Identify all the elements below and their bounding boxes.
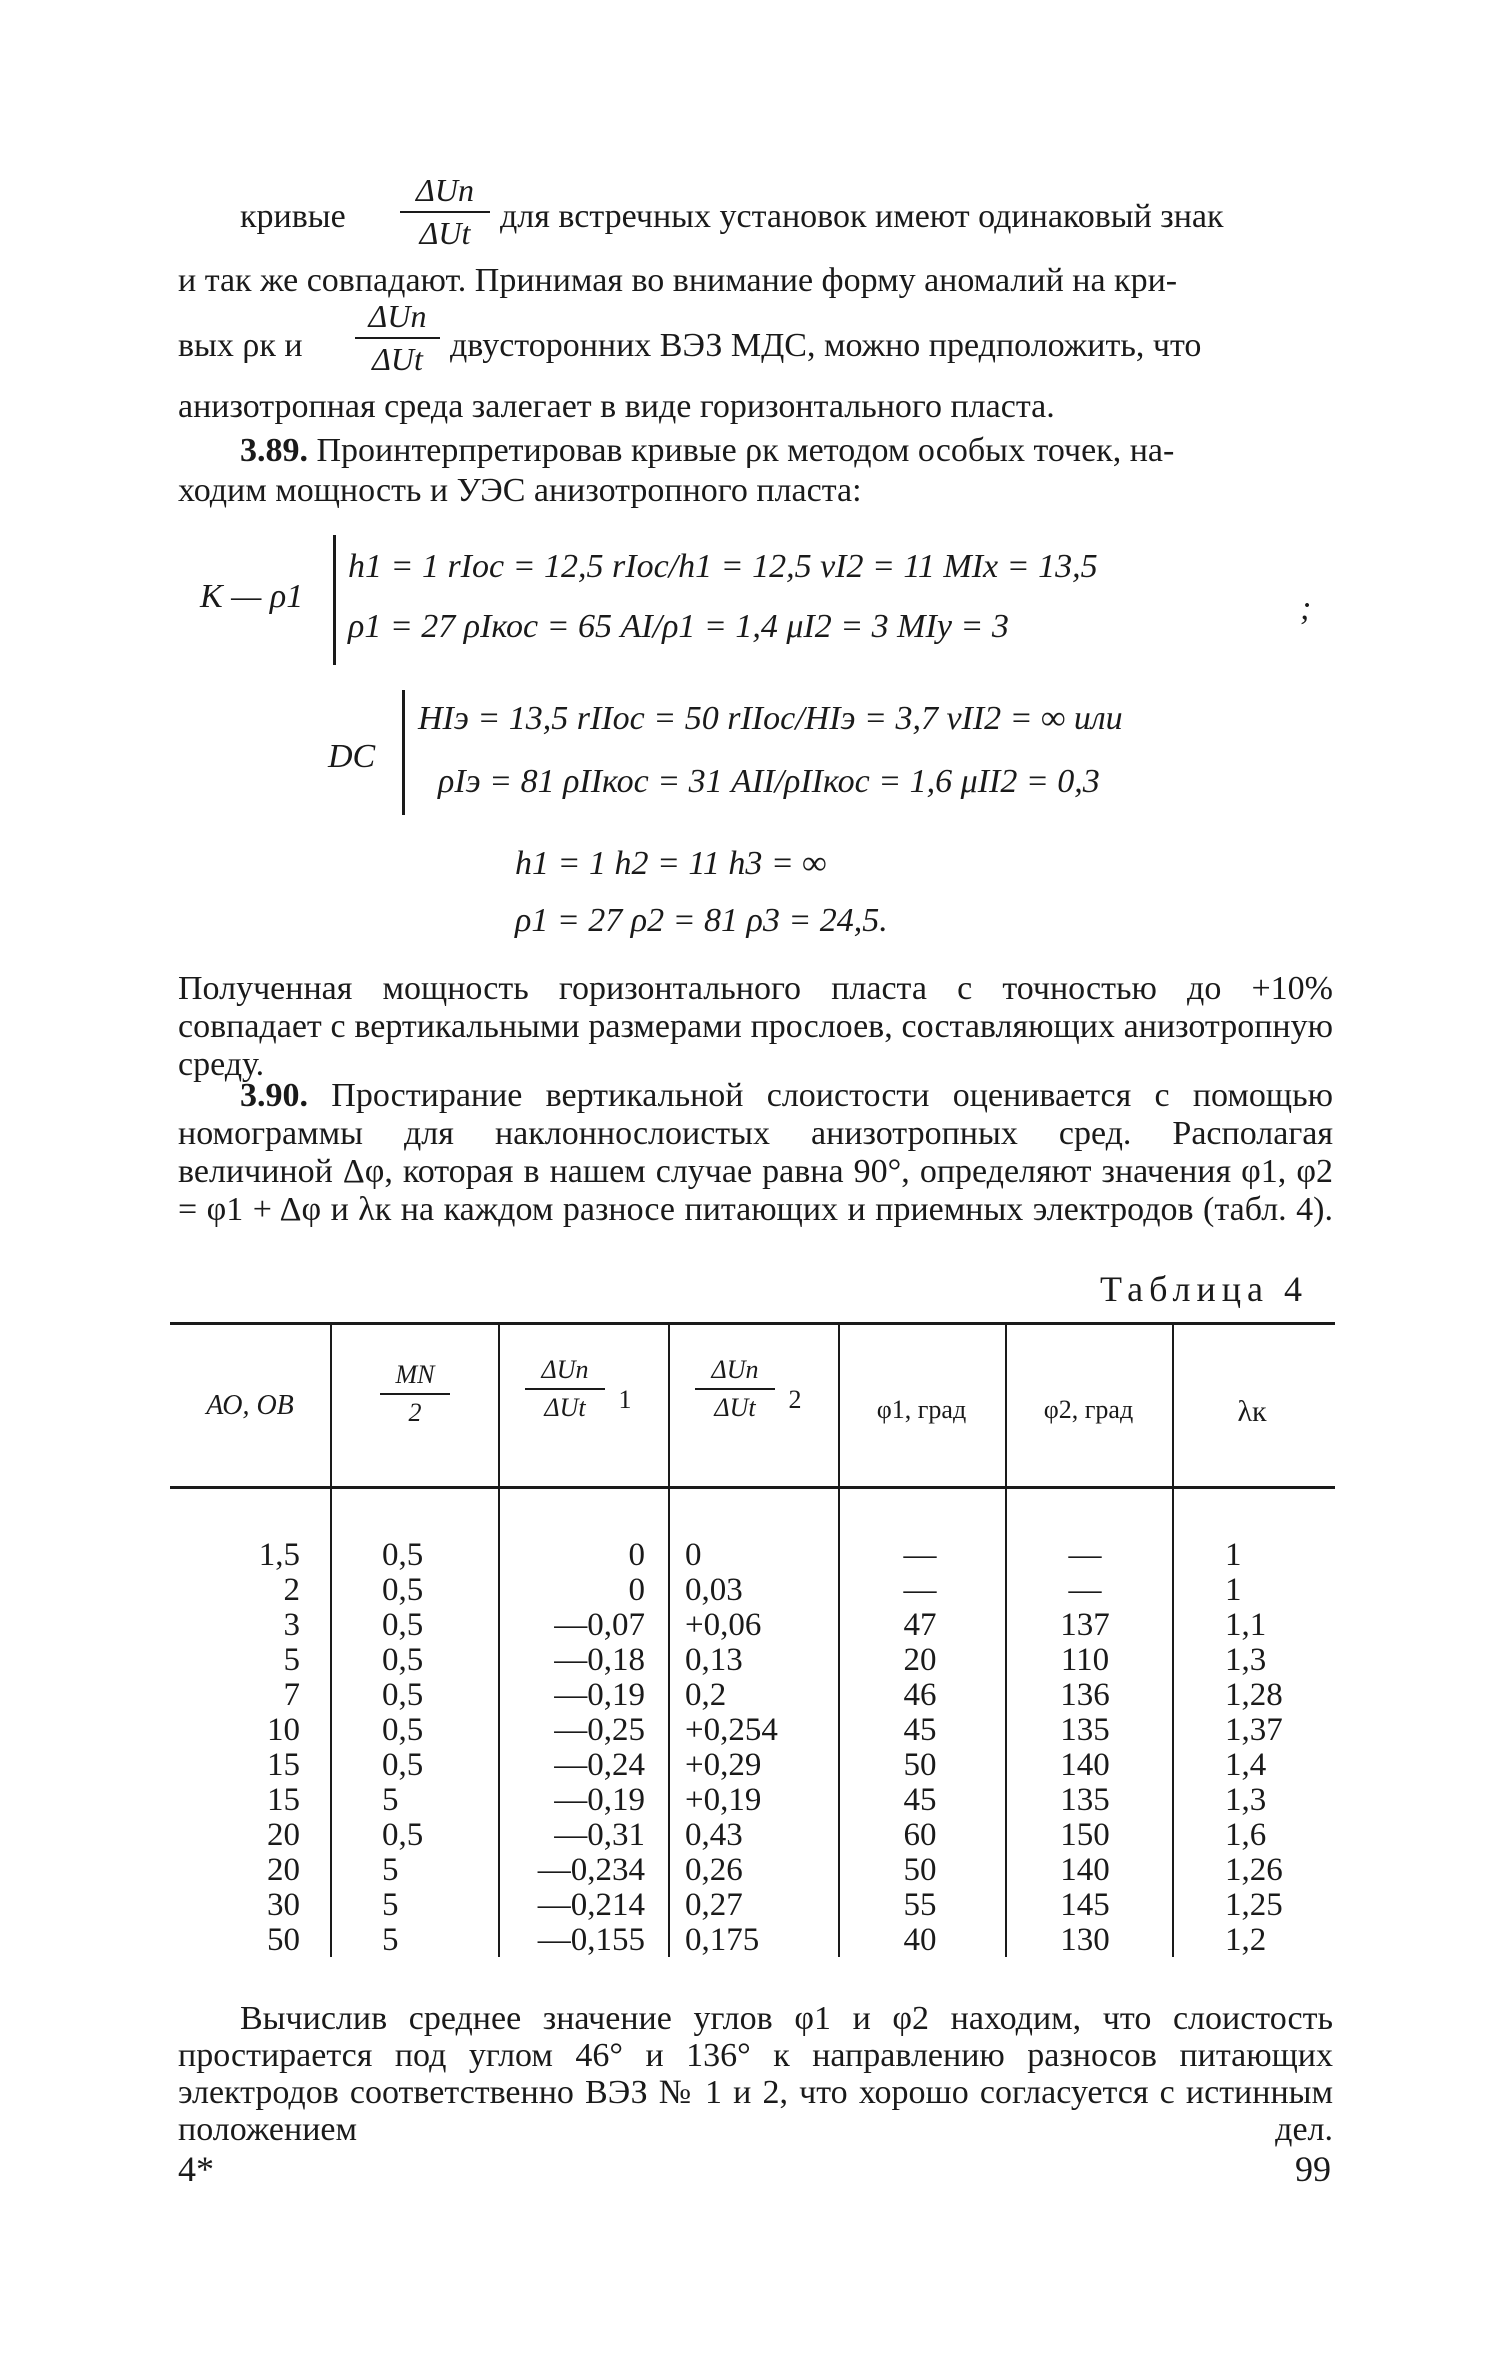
header-mn-den: 2 bbox=[408, 1398, 422, 1427]
table-cell: 47 bbox=[903, 1607, 937, 1643]
fraction-bar bbox=[355, 337, 440, 339]
table-cell: 60 bbox=[903, 1817, 937, 1853]
table-cell: 1,3 bbox=[1225, 1782, 1267, 1818]
table-cell: 140 bbox=[1060, 1852, 1110, 1888]
header-phi2: φ2, град bbox=[1043, 1395, 1134, 1424]
intro-line-3-post: двусторонних ВЭЗ МДС, можно предположить, что bbox=[450, 327, 1202, 364]
header-mn bbox=[340, 1360, 490, 1428]
table-cell: — bbox=[903, 1572, 937, 1608]
table-cell: 0,43 bbox=[685, 1817, 743, 1853]
table-cell: 0 bbox=[685, 1537, 702, 1573]
table-cell: 20 bbox=[267, 1852, 300, 1888]
header-du1-den: ΔUt bbox=[544, 1393, 586, 1422]
table-cell: 136 bbox=[1060, 1677, 1110, 1713]
table-cell: 0 bbox=[628, 1537, 645, 1573]
table-cell: 0,13 bbox=[685, 1642, 743, 1678]
table-cell: 10 bbox=[267, 1712, 300, 1748]
table-cell: 1,28 bbox=[1225, 1677, 1283, 1713]
formula-k-row-2: ρ1 = 27 ρIкос = 65 AI/ρ1 = 1,4 μI2 = 3 MIy = 3 bbox=[348, 608, 1009, 645]
table-cell: 1,26 bbox=[1225, 1852, 1283, 1888]
table-cell: 0,26 bbox=[685, 1852, 743, 1888]
table-cell: +0,06 bbox=[685, 1607, 762, 1643]
table-cell: 0,03 bbox=[685, 1572, 743, 1608]
table-cell: 3 bbox=[283, 1607, 300, 1643]
table-cell: 0,5 bbox=[382, 1817, 424, 1853]
table-cell: 2 bbox=[283, 1572, 300, 1608]
header-ao-ob: АО, ОВ bbox=[206, 1390, 294, 1421]
table-cell: 40 bbox=[903, 1922, 937, 1958]
table-cell: +0,254 bbox=[685, 1712, 778, 1748]
formula-dc-label: DC bbox=[328, 738, 376, 775]
column-phi2 bbox=[1040, 1538, 1130, 1958]
table-cell: 110 bbox=[1060, 1642, 1110, 1678]
table-cell: +0,29 bbox=[685, 1747, 762, 1783]
section-389-line-2: ходим мощность и УЭС анизотропного пласта: bbox=[178, 472, 862, 509]
table-cell: 0,175 bbox=[685, 1922, 760, 1958]
header-du2-num: ΔUn bbox=[711, 1355, 759, 1384]
table-cell: 45 bbox=[903, 1782, 937, 1818]
table-caption: Таблица 4 bbox=[1100, 1269, 1308, 1309]
table-cell: 5 bbox=[382, 1782, 399, 1818]
header-lambda: λк bbox=[1237, 1395, 1267, 1428]
table-cell: 0,5 bbox=[382, 1712, 424, 1748]
section-389-line-1 bbox=[240, 432, 1174, 470]
column-du2 bbox=[685, 1538, 825, 1958]
formula-k-label: K — ρ1 bbox=[200, 578, 304, 615]
table-cell: 1,6 bbox=[1225, 1817, 1267, 1853]
table-cell: 1,25 bbox=[1225, 1887, 1283, 1923]
table-cell: —0,25 bbox=[554, 1712, 645, 1748]
table-cell: 1,37 bbox=[1225, 1712, 1283, 1748]
intro-line-3-pre: вых ρк и bbox=[178, 327, 303, 364]
table-cell: +0,19 bbox=[685, 1782, 762, 1818]
table-cell: 5 bbox=[283, 1642, 300, 1678]
header-du1-num: ΔUn bbox=[541, 1355, 589, 1384]
header-du1-bar bbox=[525, 1388, 605, 1390]
footer-signature: 4* bbox=[178, 2149, 214, 2189]
table-cell: — bbox=[903, 1537, 937, 1573]
intro-line-4: анизотропная среда залегает в виде горизонтального пласта. bbox=[178, 388, 1055, 425]
formula-rho-row: ρ1 = 27 ρ2 = 81 ρ3 = 24,5. bbox=[515, 902, 888, 939]
table-cell: 1 bbox=[1225, 1537, 1242, 1573]
table-cell: 55 bbox=[903, 1887, 937, 1923]
table-cell: — bbox=[1068, 1572, 1102, 1608]
table-cell: 145 bbox=[1060, 1887, 1110, 1923]
column-lambda bbox=[1225, 1538, 1325, 1958]
table-cell: 0,5 bbox=[382, 1607, 424, 1643]
paragraph-result: Полученная мощность горизонтального пласта с точностью до +10% совпадает с вертикальными размерами прослоев, составляющих анизотропную среду. bbox=[178, 970, 1333, 1083]
table-cell: —0,214 bbox=[537, 1887, 645, 1923]
fraction-numerator: ΔUn bbox=[416, 172, 474, 208]
table-cell: 20 bbox=[903, 1642, 937, 1678]
formula-semicolon: ; bbox=[1300, 590, 1312, 627]
fraction-denominator: ΔUt bbox=[419, 215, 471, 251]
table-cell: 137 bbox=[1060, 1607, 1110, 1643]
header-du2-bar bbox=[695, 1388, 775, 1390]
table-cell: 5 bbox=[382, 1887, 399, 1923]
section-390 bbox=[178, 1077, 1333, 1229]
column-phi1 bbox=[875, 1538, 965, 1958]
table-cell: 5 bbox=[382, 1922, 399, 1958]
table-col-divider-3 bbox=[668, 1322, 670, 1957]
table-cell: 50 bbox=[903, 1747, 937, 1783]
column-du1 bbox=[505, 1538, 645, 1958]
table-cell: 130 bbox=[1060, 1922, 1110, 1958]
fraction-denominator: ΔUt bbox=[372, 341, 423, 377]
header-du2-den: ΔUt bbox=[714, 1393, 756, 1422]
table-cell: —0,18 bbox=[554, 1642, 645, 1678]
table-cell: —0,234 bbox=[537, 1852, 645, 1888]
table-cell: 50 bbox=[903, 1852, 937, 1888]
column-mn bbox=[382, 1538, 482, 1958]
table-cell: 1 bbox=[1225, 1572, 1242, 1608]
table-cell: 50 bbox=[267, 1922, 300, 1958]
table-cell: 1,3 bbox=[1225, 1642, 1267, 1678]
table-cell: 135 bbox=[1060, 1782, 1110, 1818]
table-cell: 0,5 bbox=[382, 1747, 424, 1783]
table-cell: 5 bbox=[382, 1852, 399, 1888]
table-cell: —0,155 bbox=[537, 1922, 645, 1958]
formula-dc-divider bbox=[402, 690, 405, 815]
table-cell: 140 bbox=[1060, 1747, 1110, 1783]
formula-dc-row-1: HIэ = 13,5 rIIос = 50 rIIос/HIэ = 3,7 νII2 = ∞ или bbox=[418, 700, 1123, 737]
fraction-bar bbox=[400, 211, 490, 213]
formula-h-row: h1 = 1 h2 = 11 h3 = ∞ bbox=[515, 845, 827, 882]
header-mn-num: MN bbox=[395, 1360, 435, 1389]
table-col-divider-1 bbox=[330, 1322, 332, 1957]
table-cell: 0,5 bbox=[382, 1677, 424, 1713]
table-cell: —0,31 bbox=[554, 1817, 645, 1853]
table-cell: 45 bbox=[903, 1712, 937, 1748]
table-cell: —0,24 bbox=[554, 1747, 645, 1783]
section-390-text: Простирание вертикальной слоистости оценивается с помощью номограммы для наклоннослоистых анизотропных сред. Располагая величиной Δφ, которая в нашем случае равна 90°, определяют значения φ1, φ2 = φ1 + Δφ и λк на каждом разносе питающих и приемных электродов (табл. 4). bbox=[178, 1077, 1334, 1228]
table-top-rule bbox=[170, 1322, 1335, 1325]
section-389-text-1: Проинтерпретировав кривые ρк методом особых точек, на- bbox=[316, 432, 1175, 469]
section-390-number: 3.90. bbox=[240, 1077, 308, 1114]
table-cell: 0,5 bbox=[382, 1642, 424, 1678]
table-cell: 46 bbox=[903, 1677, 937, 1713]
table-cell: 20 bbox=[267, 1817, 300, 1853]
table-cell: 150 bbox=[1060, 1817, 1110, 1853]
formula-k-divider bbox=[333, 535, 336, 665]
section-389-number: 3.89. bbox=[240, 432, 308, 469]
table-cell: 135 bbox=[1060, 1712, 1110, 1748]
table-cell: 0,27 bbox=[685, 1887, 743, 1923]
table-cell: 1,2 bbox=[1225, 1922, 1267, 1958]
table-cell: 0,5 bbox=[382, 1572, 424, 1608]
table-cell: — bbox=[1068, 1537, 1102, 1573]
table-cell: 1,4 bbox=[1225, 1747, 1267, 1783]
table-cell: 15 bbox=[267, 1782, 300, 1818]
table-cell: —0,07 bbox=[554, 1607, 645, 1643]
table-cell: —0,19 bbox=[554, 1782, 645, 1818]
paragraph-conclusion: Вычислив среднее значение углов φ1 и φ2 находим, что слоистость простирается под углом 46° и 136° к направлению разносов питающих электродов соответственно ВЭЗ № 1 и 2, что хорошо согласуется с истинным положением дел. bbox=[178, 2000, 1333, 2148]
fraction-dun-dut-2 bbox=[355, 298, 440, 378]
table-col-divider-2 bbox=[498, 1322, 500, 1957]
table-cell: 0,2 bbox=[685, 1677, 727, 1713]
intro-line-2: и так же совпадают. Принимая во внимание форму аномалий на кри- bbox=[178, 262, 1178, 299]
intro-line-1-post: для встречных установок имеют одинаковый знак bbox=[500, 198, 1224, 235]
formula-k-row-1: h1 = 1 rIос = 12,5 rIос/h1 = 12,5 νI2 = 11 MIx = 13,5 bbox=[348, 548, 1098, 585]
page-number: 99 bbox=[1295, 2149, 1331, 2189]
fraction-dun-dut bbox=[400, 172, 490, 252]
table-header-rule bbox=[170, 1486, 1335, 1489]
column-ao bbox=[180, 1538, 300, 1958]
header-du1 bbox=[515, 1355, 615, 1423]
table-cell: 1,5 bbox=[258, 1537, 300, 1573]
table-cell: 30 bbox=[267, 1887, 300, 1923]
header-du1-index: 1 bbox=[618, 1385, 632, 1414]
table-cell: 0 bbox=[628, 1572, 645, 1608]
intro-line-1-pre: кривые bbox=[240, 198, 346, 235]
formula-dc-row-2: ρIэ = 81 ρIIкос = 31 AII/ρIIкос = 1,6 μII2 = 0,3 bbox=[438, 763, 1100, 800]
header-mn-bar bbox=[380, 1393, 450, 1395]
table-cell: 0,5 bbox=[382, 1537, 424, 1573]
header-du2-index: 2 bbox=[788, 1385, 802, 1414]
header-du2 bbox=[685, 1355, 785, 1423]
table-cell: 1,1 bbox=[1225, 1607, 1267, 1643]
table-cell: 15 bbox=[267, 1747, 300, 1783]
fraction-numerator: ΔUn bbox=[368, 298, 427, 334]
header-phi1: φ1, град bbox=[876, 1395, 967, 1424]
table-cell: 7 bbox=[283, 1677, 300, 1713]
table-cell: —0,19 bbox=[554, 1677, 645, 1713]
